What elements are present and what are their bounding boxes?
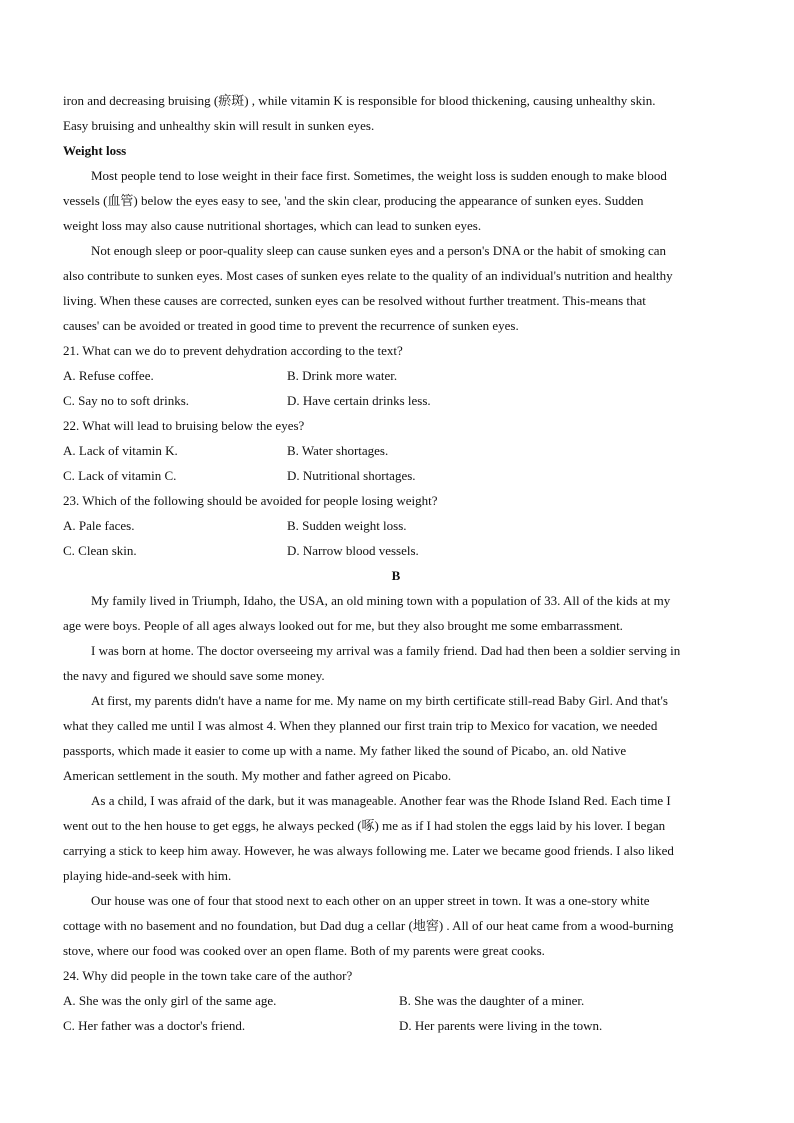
option-a: A. Refuse coffee. [63,368,154,383]
question-24 [63,963,729,1038]
option-row [63,538,729,563]
option-a: A. Pale faces. [63,518,135,533]
option-b: B. Drink more water. [287,368,398,383]
option-d: D. Nutritional shortages. [287,468,416,483]
option-row [63,513,729,538]
option-a: A. Lack of vitamin K. [63,443,178,458]
text-line: passports, which made it easier to come up with a name. My father liked the sound of Picabo, an. old Native [63,743,627,758]
text-line: playing hide-and-seek with him. [63,868,232,883]
question-23 [63,488,729,563]
text-line: Easy bruising and unhealthy skin will result in sunken eyes. [63,118,375,133]
option-row [63,438,729,463]
text-line: American settlement in the south. My mother and father agreed on Picabo. [63,768,452,783]
text-line: what they called me until I was almost 4. When they planned our first train trip to Mexico for vacation, we needed [63,718,658,733]
question-stem: 24. Why did people in the town take care of the author? [63,968,353,983]
option-c: C. Lack of vitamin C. [63,468,177,483]
text-line: My family lived in Triumph, Idaho, the USA, an old mining town with a population of 33. All of the kids at my [91,593,671,608]
text-line: went out to the hen house to get eggs, he always pecked (啄) me as if I had stolen the eggs laid by his lover. I began [63,818,666,833]
option-b: B. Water shortages. [287,443,389,458]
text-line: also contribute to sunken eyes. Most cases of sunken eyes relate to the quality of an individual's nutrition and healthy [63,268,673,283]
option-row [63,988,729,1013]
option-d: D. Narrow blood vessels. [287,543,419,558]
text-line: the navy and figured we should save some money. [63,668,325,683]
option-b: B. She was the daughter of a miner. [399,993,585,1008]
text-line: vessels (血管) below the eyes easy to see, 'and the skin clear, producing the appearance of sunken eyes. Sudden [63,193,644,208]
text-line: causes' can be avoided or treated in good time to prevent the recurrence of sunken eyes. [63,318,519,333]
passage-a-tail [63,88,729,138]
text-line: weight loss may also cause nutritional shortages, which can lead to sunken eyes. [63,218,482,233]
option-d: D. Her parents were living in the town. [399,1018,603,1033]
text-line: living. When these causes are corrected, sunken eyes can be resolved without further treatment. This-means that [63,293,646,308]
option-d: D. Have certain drinks less. [287,393,431,408]
question-22 [63,413,729,488]
text-line: age were boys. People of all ages always looked out for me, but they also brought me some embarrassment. [63,618,623,633]
question-stem: 21. What can we do to prevent dehydration according to the text? [63,343,403,358]
passage-label: B [391,568,401,583]
document-page [63,88,729,1038]
question-stem: 22. What will lead to bruising below the eyes? [63,418,305,433]
text-line: Our house was one of four that stood next to each other on an upper street in town. It was a one-story white [91,893,650,908]
text-line: Not enough sleep or poor-quality sleep can cause sunken eyes and a person's DNA or the habit of smoking can [91,243,667,258]
text-line: As a child, I was afraid of the dark, but it was manageable. Another fear was the Rhode Island Red. Each time I [91,793,671,808]
option-b: B. Sudden weight loss. [287,518,407,533]
option-row [63,363,729,388]
text-line: carrying a stick to keep him away. However, he was always following me. Later we became good friends. I also liked [63,843,674,858]
option-c: C. Her father was a doctor's friend. [63,1018,246,1033]
option-c: C. Clean skin. [63,543,137,558]
section-heading: Weight loss [63,143,127,158]
text-line: iron and decreasing bruising (瘀斑) , while vitamin K is responsible for blood thickening, causing unhealthy skin. [63,93,656,108]
weight-loss-section [63,138,729,338]
question-21 [63,338,729,413]
text-line: cottage with no basement and no foundation, but Dad dug a cellar (地窖) . All of our heat came from a wood-burning [63,918,674,933]
text-line: At first, my parents didn't have a name for me. My name on my birth certificate still-read Baby Girl. And that's [91,693,668,708]
option-row [63,388,729,413]
passage-b [63,563,729,963]
option-c: C. Say no to soft drinks. [63,393,190,408]
question-stem: 23. Which of the following should be avoided for people losing weight? [63,493,438,508]
option-row [63,1013,729,1038]
text-line: Most people tend to lose weight in their face first. Sometimes, the weight loss is sudden enough to make blood [91,168,667,183]
text-line: I was born at home. The doctor overseeing my arrival was a family friend. Dad had then been a soldier serving in [91,643,681,658]
text-line: stove, where our food was cooked over an open flame. Both of my parents were great cooks. [63,943,545,958]
option-a: A. She was the only girl of the same age. [63,993,277,1008]
option-row [63,463,729,488]
